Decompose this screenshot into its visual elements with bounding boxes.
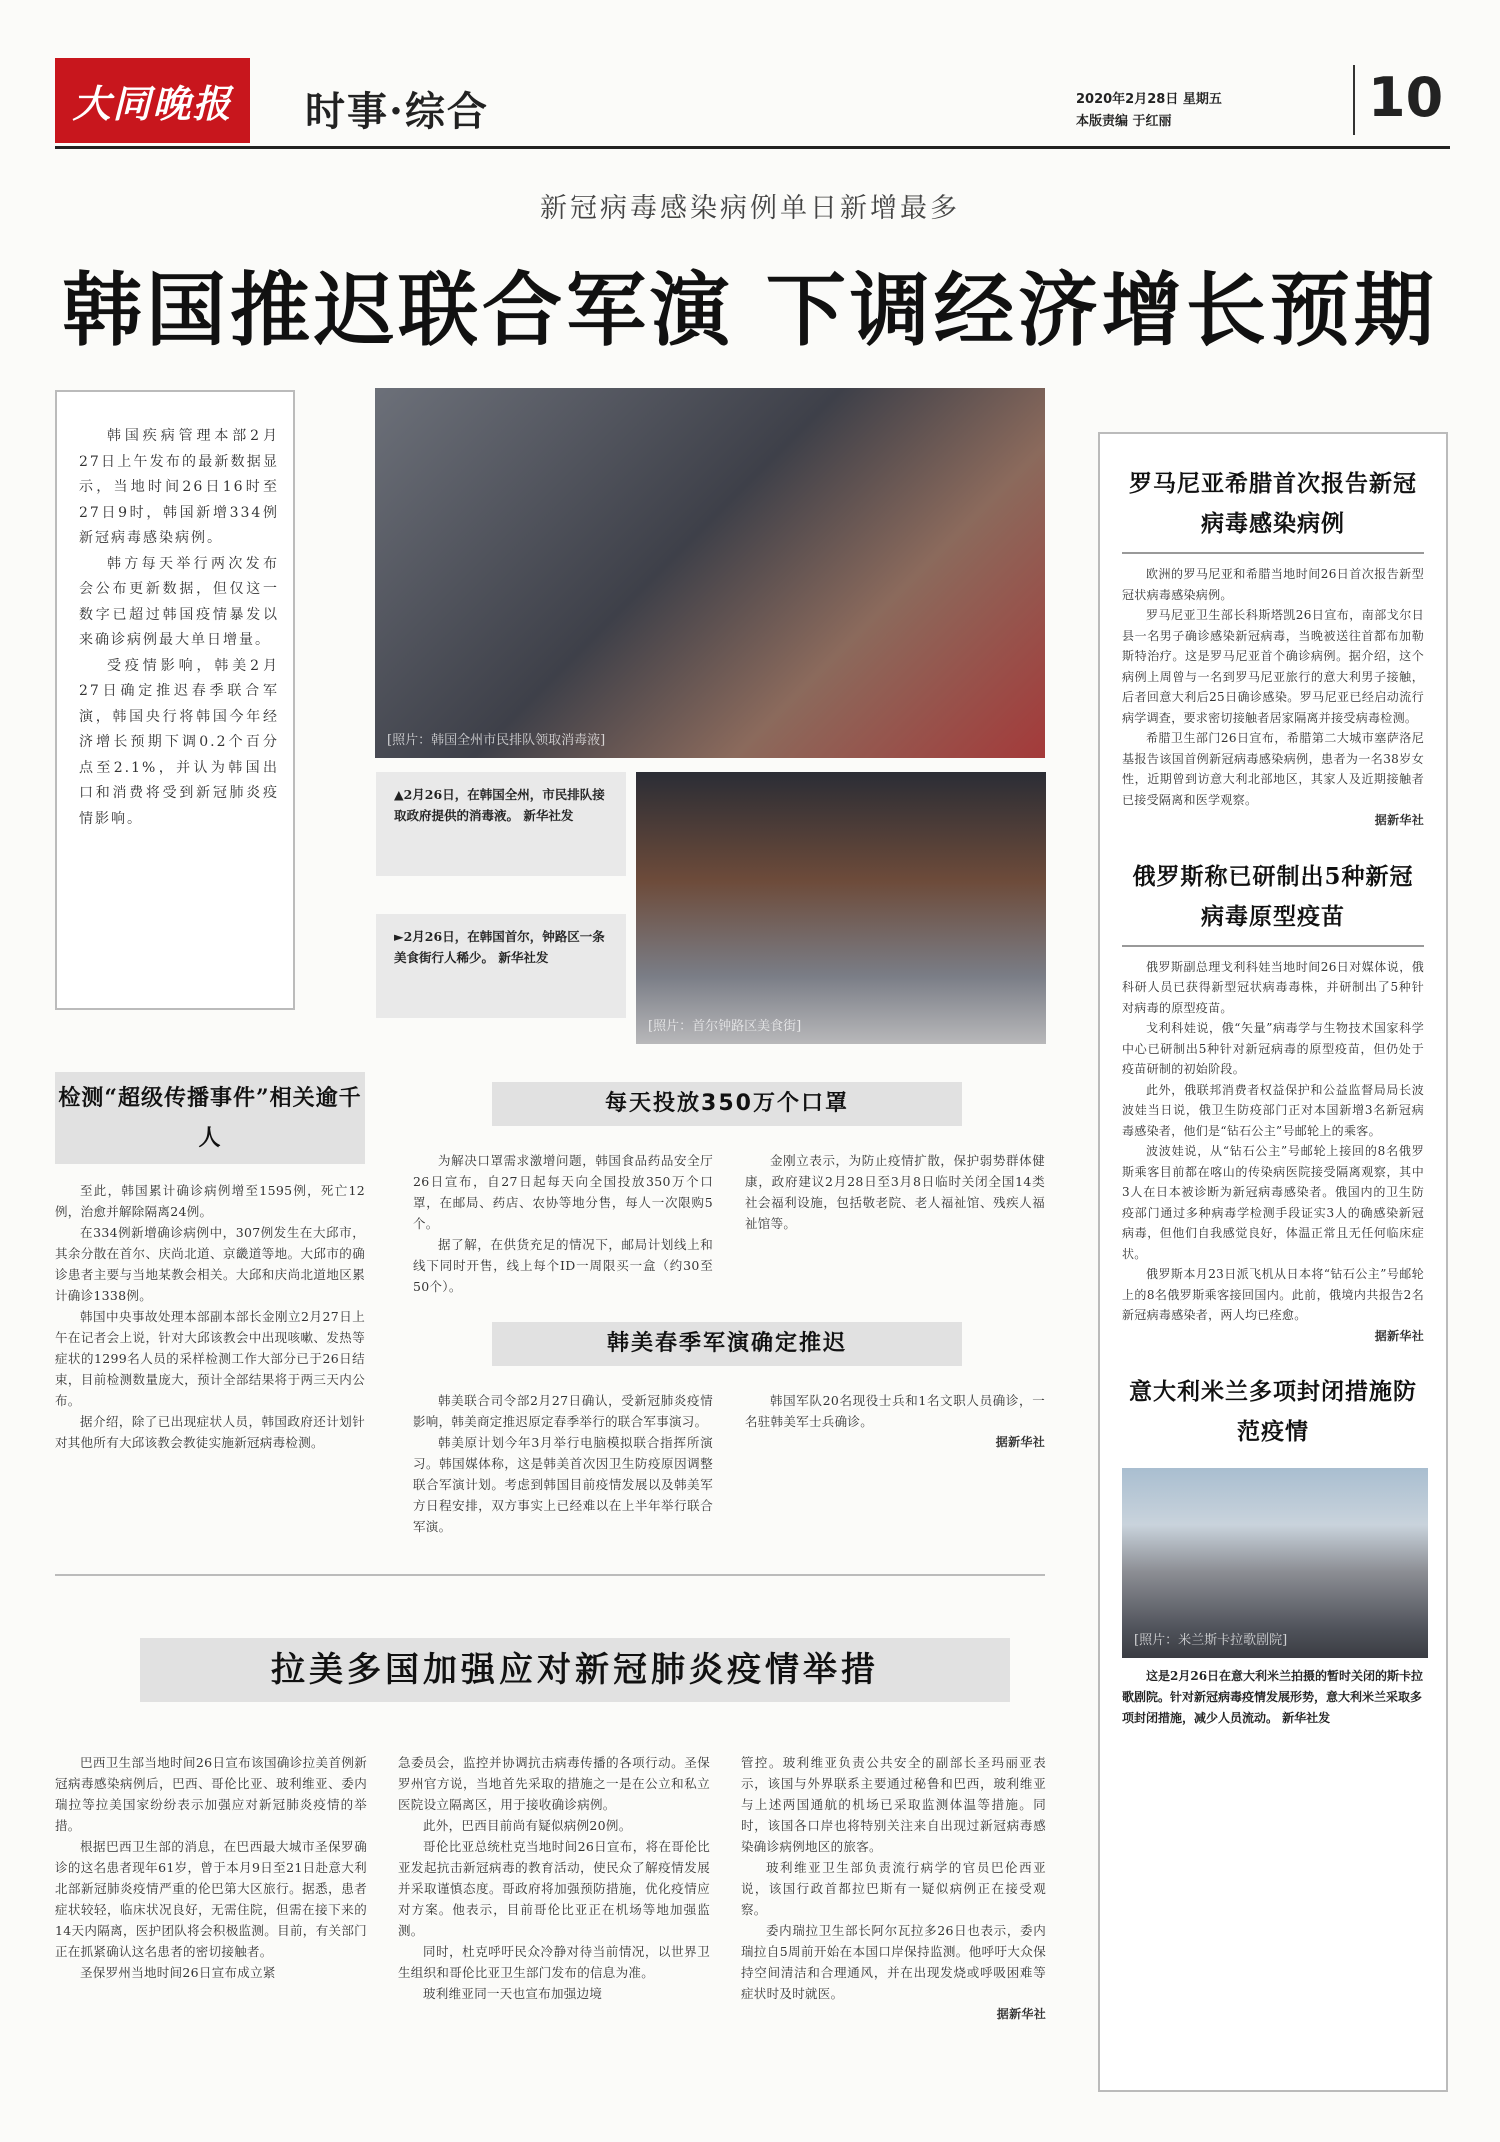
lead-summary-box (55, 390, 295, 1010)
article-paragraph: 俄罗斯副总理戈利科娃当地时间26日对媒体说，俄科研人员已获得新型冠状病毒毒株，并研制出了5种针对病毒的原型疫苗。 (1122, 959, 1424, 1015)
article-paragraph: 圣保罗州当地时间26日宣布成立紧 (80, 1965, 276, 1980)
lead-summary-text (79, 424, 279, 832)
mask-article-col1 (413, 1150, 713, 1297)
page-number: 10 (1368, 66, 1444, 129)
latam-article-col1 (55, 1752, 367, 1983)
italy-headline: 意大利米兰多项封闭措施防范疫情 (1129, 1378, 1417, 1445)
detect-article (55, 1180, 365, 1453)
international-news-box (1098, 432, 1448, 2092)
article-paragraph: 此外，俄联邦消费者权益保护和公益监督局局长波波娃当日说，俄卫生防疫部门正对本国新增3名新冠病毒感染者，他们是“钻石公主”号邮轮上的乘客。 (1122, 1082, 1424, 1138)
article-paragraph: 委内瑞拉卫生部长阿尔瓦拉多26日也表示，委内瑞拉自5周前开始在本国口岸保持监测。他呼吁大众保持空间清洁和合理通风，并在出现发烧或呼吸困难等症状时及时就医。 (741, 1923, 1046, 2001)
photo-seoul-street (636, 772, 1046, 1044)
latam-headline: 拉美多国加强应对新冠肺炎疫情举措 (140, 1638, 1010, 1702)
drill-headline: 韩美春季军演确定推迟 (492, 1322, 962, 1366)
subheadline: 新冠病毒感染病例单日新增最多 (540, 193, 960, 224)
article-paragraph: 韩美联合司令部2月27日确认，受新冠肺炎疫情影响，韩美商定推迟原定春季举行的联合军事演习。 (413, 1393, 713, 1429)
article-paragraph: 玻利维亚卫生部负责流行病学的官员巴伦西亚说，该国行政首都拉巴斯有一疑似病例正在接受观察。 (741, 1860, 1046, 1917)
article-paragraph: 波波娃说，从“钻石公主”号邮轮上接回的8名俄罗斯乘客目前都在喀山的传染病医院接受隔离观察，其中3人在日本被诊断为新冠病毒感染者。俄国内的卫生防疫部门通过多种病毒学检测手段证实3人的确感染新冠病毒，但他们自我感觉良好，体温正常且无任何临床症状。 (1122, 1144, 1424, 1261)
masthead-divider (1353, 65, 1355, 135)
article-paragraph: 韩国军队20名现役士兵和1名文职人员确诊，一名驻韩美军士兵确诊。 (745, 1393, 1045, 1429)
russia-article (1122, 957, 1424, 1347)
page-editor: 本版责编 于红丽 (1076, 114, 1172, 129)
byline: 据新华社 (1374, 813, 1424, 827)
romania-article (1122, 564, 1424, 831)
drill-article-col1 (413, 1390, 713, 1537)
article-paragraph: 金刚立表示，为防止疫情扩散，保护弱势群体健康，政府建议2月28日至3月8日临时关闭全国14类社会福利设施，包括敬老院、老人福祉馆、残疾人福祉馆等。 (745, 1153, 1045, 1231)
article-paragraph: 此外，巴西目前尚有疑似病例20例。 (423, 1818, 632, 1833)
photo-disinfectant-queue (375, 388, 1045, 758)
article-paragraph: 俄罗斯本月23日派飞机从日本将“钻石公主”号邮轮上的8名俄罗斯乘客接回国内。此前，俄境内共报告2名新冠病毒感染者，两人均已痊愈。 (1122, 1267, 1424, 1322)
photo-caption-2: ►2月26日，在韩国首尔，钟路区一条美食街行人稀少。 新华社发 (376, 914, 626, 1018)
headline-rule (1122, 945, 1424, 947)
photo-placeholder-label: [照片：米兰斯卡拉歌剧院] (1134, 1633, 1288, 1648)
article-paragraph: 韩美原计划今年3月举行电脑模拟联合指挥所演习。韩国媒体称，这是韩美首次因卫生防疫原因调整联合军演计划。考虑到韩国目前疫情发展以及韩美军方日程安排，双方事实上已经难以在上半年举行联合军演。 (413, 1435, 713, 1534)
photo-placeholder-label: [照片：韩国全州市民排队领取消毒液] (387, 733, 606, 748)
photo-placeholder-label: [照片：首尔钟路区美食街] (648, 1019, 802, 1034)
photo-caption-1: ▲2月26日，在韩国全州，市民排队接取政府提供的消毒液。 新华社发 (376, 772, 626, 876)
article-paragraph: 希腊卫生部门26日宣布，希腊第二大城市塞萨洛尼基报告该国首例新冠病毒感染病例，患者为一名38岁女性，近期曾到访意大利北部地区，其家人及近期接触者已接受隔离和医学观察。 (1122, 731, 1424, 807)
latam-article-col2 (398, 1752, 710, 2004)
masthead-rule (55, 146, 1450, 149)
article-paragraph: 根据巴西卫生部的消息，在巴西最大城市圣保罗确诊的这名患者现年61岁，曾于本月9日至21日赴意大利北部新冠肺炎疫情严重的伦巴第大区旅行。据悉，患者症状较轻，临床状况良好，无需住院，但需在接下来的14天内隔离，医护团队将会积极监测。目前，有关部门正在抓紧确认这名患者的密切接触者。 (55, 1839, 367, 1959)
main-headline: 韩国推迟联合军演 下调经济增长预期 (62, 264, 1438, 357)
article-paragraph: 为解决口罩需求激增问题，韩国食品药品安全厅26日宣布，自27日起每天向全国投放350万个口罩，在邮局、药店、农协等地分售，每人一次限购5个。 (413, 1153, 713, 1231)
article-paragraph: 哥伦比亚总统杜克当地时间26日宣布，将在哥伦比亚发起抗击新冠病毒的教育活动，使民众了解疫情发展并采取谨慎态度。哥政府将加强预防措施，优化疫情应对方案。他表示，目前哥伦比亚正在机场等地加强监测。 (398, 1839, 710, 1938)
mask-article-col2 (745, 1150, 1045, 1234)
article-paragraph: 同时，杜克呼吁民众冷静对待当前情况，以世界卫生组织和哥伦比亚卫生部门发布的信息为准。 (398, 1944, 710, 1980)
section-title: 时事·综合 (305, 88, 489, 135)
latam-article-col3 (741, 1752, 1046, 2025)
article-paragraph: 至此，韩国累计确诊病例增至1595例，死亡12例，治愈并解除隔离24例。 (55, 1183, 365, 1219)
article-paragraph: 在334例新增确诊病例中，307例发生在大邱市，其余分散在首尔、庆尚北道、京畿道等地。大邱市的确诊患者主要与当地某教会相关。大邱和庆尚北道地区累计确诊1338例。 (55, 1225, 365, 1303)
newspaper-logo: 大同晚报 (55, 58, 250, 143)
romania-headline: 罗马尼亚希腊首次报告新冠病毒感染病例 (1129, 470, 1417, 537)
headline-rule (1122, 552, 1424, 554)
lead-paragraph: 韩国疾病管理本部2月27日上午发布的最新数据显示，当地时间26日16时至27日9时，韩国新增334例新冠病毒感染病例。 (79, 428, 279, 546)
article-paragraph: 急委员会，监控并协调抗击病毒传播的各项行动。圣保罗州官方说，当地首先采取的措施之一是在公立和私立医院设立隔离区，用于接收确诊病例。 (398, 1755, 710, 1812)
article-paragraph: 玻利维亚同一天也宣布加强边境 (423, 1986, 603, 2001)
byline: 据新华社 (995, 1435, 1045, 1449)
detect-headline: 检测“超级传播事件”相关逾千人 (55, 1072, 365, 1164)
article-paragraph: 戈利科娃说，俄“矢量”病毒学与生物技术国家科学中心已研制出5种针对新冠病毒的原型疫苗，但仍处于疫苗研制的初始阶段。 (1122, 1021, 1424, 1076)
russia-headline: 俄罗斯称已研制出5种新冠病毒原型疫苗 (1132, 862, 1414, 930)
article-paragraph: 欧洲的罗马尼亚和希腊当地时间26日首次报告新型冠状病毒感染病例。 (1122, 567, 1424, 602)
article-paragraph: 巴西卫生部当地时间26日宣布该国确诊拉美首例新冠病毒感染病例后，巴西、哥伦比亚、玻利维亚、委内瑞拉等拉美国家纷纷表示加强应对新冠肺炎疫情的举措。 (55, 1755, 367, 1833)
issue-date: 2020年2月28日 星期五 (1076, 92, 1222, 107)
mask-headline: 每天投放350万个口罩 (492, 1082, 962, 1126)
byline: 据新华社 (1374, 1328, 1424, 1343)
article-paragraph: 据了解，在供货充足的情况下，邮局计划线上和线下同时开售，线上每个ID一周限买一盒（约30至50个）。 (413, 1237, 713, 1294)
photo-la-scala (1122, 1468, 1428, 1658)
photo-caption-3: 这是2月26日在意大利米兰拍摄的暂时关闭的斯卡拉歌剧院。针对新冠病毒疫情发展形势，意大利米兰采取多项封闭措施，减少人员流动。 新华社发 (1122, 1669, 1424, 1725)
article-paragraph: 管控。玻利维亚负责公共安全的副部长圣玛丽亚表示，该国与外界联系主要通过秘鲁和巴西，玻利维亚与上述两国通航的机场已采取监测体温等措施。同时，该国各口岸也将特别关注来自出现过新冠病毒感染确诊病例地区的旅客。 (741, 1755, 1046, 1854)
byline: 据新华社 (996, 2007, 1046, 2021)
section-divider (55, 1574, 1045, 1576)
article-paragraph: 罗马尼亚卫生部长科斯塔凯26日宣布，南部戈尔日县一名男子确诊感染新冠病毒，当晚被送往首都布加勒斯特治疗。这是罗马尼亚首个确诊病例。据介绍，这个病例上周曾与一名到罗马尼亚旅行的意大利男子接触，后者回意大利后25日确诊感染。罗马尼亚已经启动流行病学调查，要求密切接触者居家隔离并接受病毒检测。 (1122, 608, 1424, 725)
lead-paragraph: 受疫情影响，韩美2月27日确定推迟春季联合军演，韩国央行将韩国今年经济增长预期下调0.2个百分点至2.1%，并认为韩国出口和消费将受到新冠肺炎疫情影响。 (79, 657, 279, 827)
drill-article-col2 (745, 1390, 1045, 1453)
lead-paragraph: 韩方每天举行两次发布会公布更新数据，但仅这一数字已超过韩国疫情暴发以来确诊病例最大单日增量。 (79, 555, 279, 648)
article-paragraph: 韩国中央事故处理本部副本部长金刚立2月27日上午在记者会上说，针对大邱该教会中出现咳嗽、发热等症状的1299名人员的采样检测工作大部分已于26日结束，目前检测数量庞大，预计全部结果将于两三天内公布。 (55, 1309, 365, 1408)
article-paragraph: 据介绍，除了已出现症状人员，韩国政府还计划针对其他所有大邱该教会教徒实施新冠病毒检测。 (55, 1414, 365, 1450)
